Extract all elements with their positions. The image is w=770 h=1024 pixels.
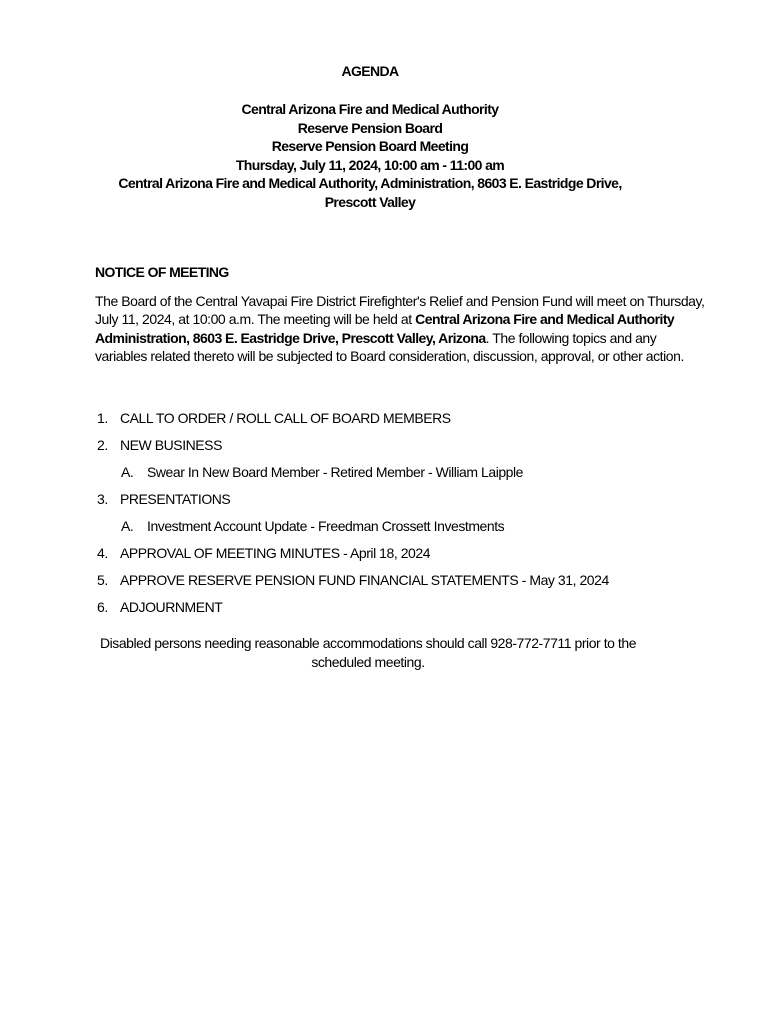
meeting-location-line2: Prescott Valley: [324, 193, 416, 210]
agenda-subitem-text: Investment Account Update - Freedman Crossett Investments: [147, 518, 505, 534]
agenda-item-text: PRESENTATIONS: [120, 491, 231, 507]
meeting-date-time: Thursday, July 11, 2024, 10:00 am - 11:00 am: [235, 156, 505, 173]
agenda-item-text: ADJOURNMENT: [120, 599, 223, 615]
agenda-item-number: 3.: [97, 491, 108, 507]
agenda-item-number: 1.: [97, 410, 108, 426]
notice-heading: NOTICE OF MEETING: [95, 264, 229, 280]
agenda-item: [97, 490, 717, 517]
notice-text-part1: The Board of the Central Yavapai Fire District Firefighter's Relief and Pension Fund will meet on Thursday, July 11, 2024, at 10:00 a.m. The meeting will be held at: [95, 293, 705, 328]
agenda-subitem-text: Swear In New Board Member - Retired Member - William Laipple: [147, 464, 524, 480]
organization-name: Central Arizona Fire and Medical Authority: [241, 101, 499, 117]
accommodation-notice-line1: Disabled persons needing reasonable accommodations should call 928-772-7711 prior to the: [99, 635, 637, 651]
agenda-subitem: [97, 517, 717, 544]
notice-text-part2: . The following topics and any variables related thereto will be subjected to Board consideration, discussion, approval, or other action.: [95, 329, 684, 365]
agenda-list: [97, 409, 717, 625]
agenda-item: [97, 598, 717, 625]
board-name: Reserve Pension Board: [297, 119, 443, 136]
agenda-item-number: 4.: [97, 545, 108, 561]
agenda-title: [0, 63, 740, 79]
agenda-item-number: 6.: [97, 599, 108, 615]
agenda-item-text: NEW BUSINESS: [120, 437, 222, 453]
agenda-item-number: 5.: [97, 572, 108, 588]
agenda-item: [97, 436, 717, 463]
meeting-header: [0, 100, 740, 212]
agenda-item-text: APPROVAL OF MEETING MINUTES - April 18, 2024: [120, 545, 431, 561]
agenda-item-text: CALL TO ORDER / ROLL CALL OF BOARD MEMBERS: [120, 410, 451, 426]
agenda-subitem-letter: A.: [121, 464, 134, 480]
accommodation-notice: [0, 634, 736, 672]
agenda-subitem: [97, 463, 717, 490]
agenda-item: [97, 571, 717, 598]
agenda-subitem-letter: A.: [121, 518, 134, 534]
agenda-item-text: APPROVE RESERVE PENSION FUND FINANCIAL STATEMENTS - May 31, 2024: [120, 572, 609, 588]
notice-body: [95, 292, 705, 366]
accommodation-notice-line2: scheduled meeting.: [311, 654, 425, 670]
meeting-name: Reserve Pension Board Meeting: [271, 138, 469, 155]
agenda-item: [97, 409, 717, 436]
meeting-location-line1: Central Arizona Fire and Medical Authority, Administration, 8603 E. Eastridge Drive,: [118, 175, 622, 192]
agenda-item: [97, 544, 717, 571]
agenda-label: AGENDA: [341, 63, 399, 79]
agenda-item-number: 2.: [97, 437, 108, 453]
notice-location-bold: Central Arizona Fire and Medical Authority Administration, 8603 E. Eastridge Drive, Prescott Valley, Arizona: [95, 311, 675, 346]
